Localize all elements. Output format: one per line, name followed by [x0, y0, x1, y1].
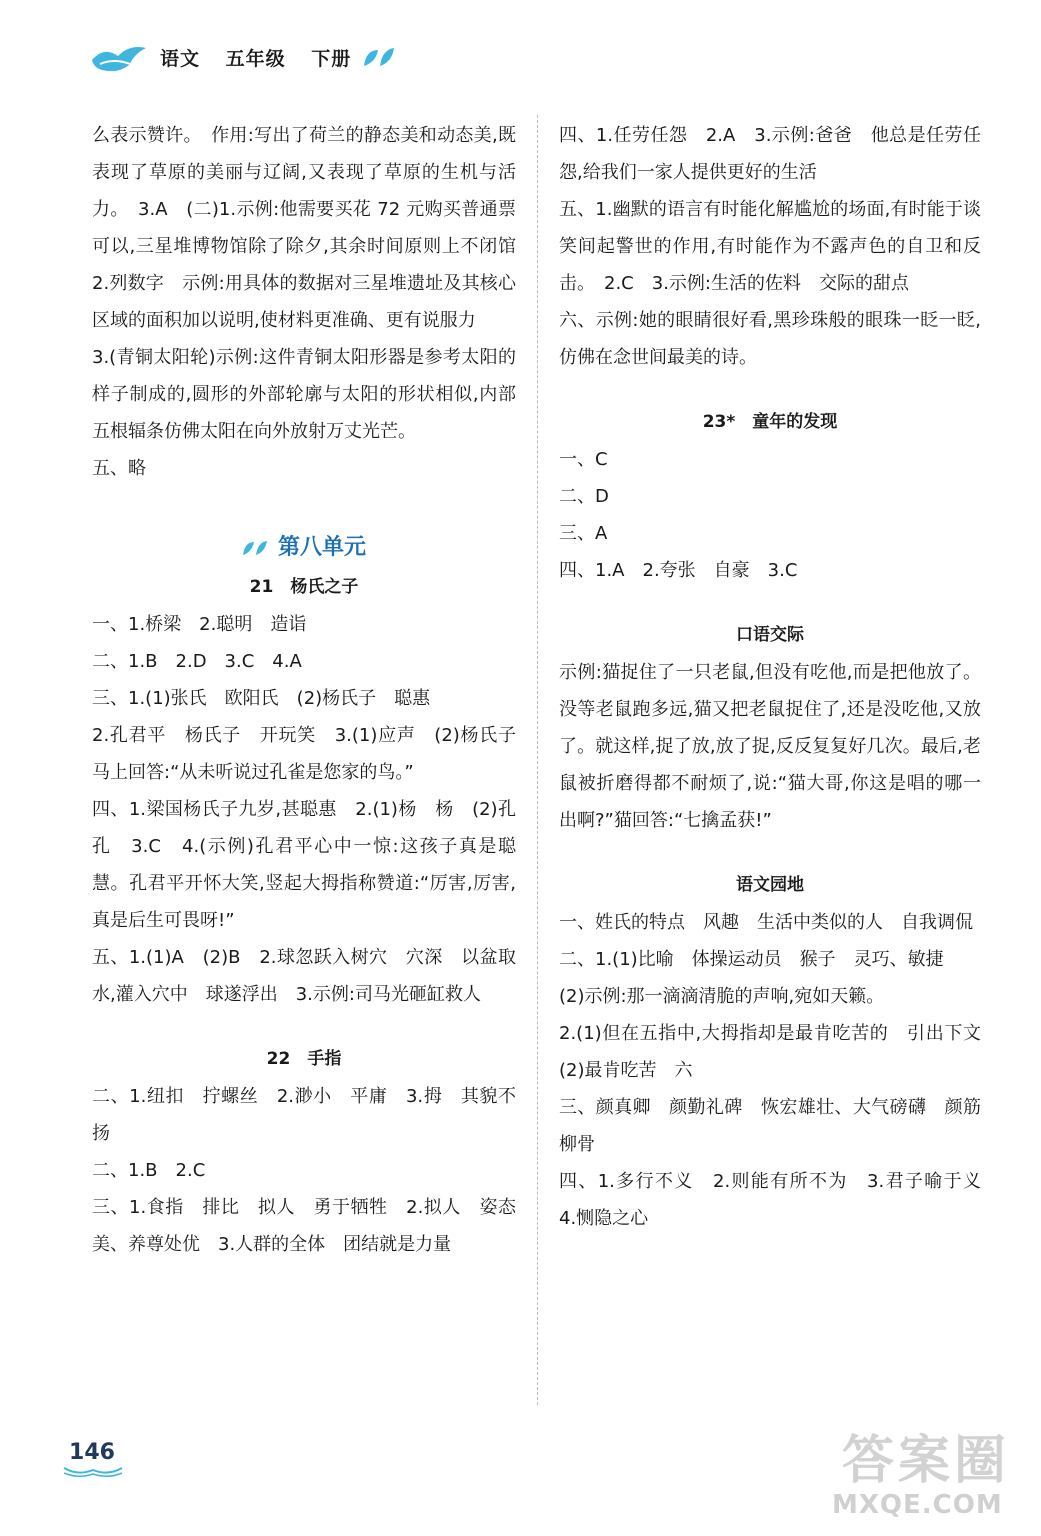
answer-line: 二、1.B 2.D 3.C 4.A [92, 651, 302, 672]
right-column [559, 117, 999, 1237]
watermark-logo-text: 答案圈 [842, 1431, 1011, 1491]
answer-line: 四、1.A 2.夸张 自豪 3.C [559, 560, 798, 581]
answer-paragraph: 示例:猫捉住了一只老鼠,但没有吃他,而是把他放了。没等老鼠跑多远,猫又把老鼠捉住了,还是没吃他,又放了。就这样,捉了放,放了捉,反反复复好几次。最后,老鼠被折磨得都不耐烦了,说:“猫大哥,你这是唱的哪一出啊?”猫回答:“七擒孟获!” [559, 662, 981, 831]
header-grade: 五年级 [225, 48, 286, 70]
answer-line: 三、1.(1)张氏 欧阳氏 (2)杨氏子 聪惠 [92, 688, 431, 709]
header-subject: 语文 [160, 48, 201, 70]
section-title: 23* 童年的发现 [702, 412, 838, 432]
answer-line: 五、1.幽默的语言有时能化解尴尬的场面,有时能于谈笑间起警世的作用,有时能作为不露声色的自卫和反击。 2.C 3.示例:生活的佐料 交际的甜点 [559, 199, 981, 294]
column-divider [537, 115, 538, 1405]
section-title: 口语交际 [736, 625, 804, 645]
watermark-url: MXQE.COM [832, 1490, 1003, 1520]
answer-line: 二、1.B 2.C [92, 1160, 206, 1181]
answer-line: 一、C [559, 449, 608, 470]
page-header [90, 40, 510, 80]
leaf-icon [242, 539, 268, 557]
section-title: 22 手指 [266, 1049, 342, 1069]
answer-paragraph: 五、略 [92, 458, 146, 479]
left-column [92, 117, 534, 1263]
answer-line: 二、1.(1)比喻 体操运动员 猴子 灵巧、敏捷 [559, 949, 944, 970]
answer-line: (2)示例:那一滴滴清脆的声响,宛如天籁。 [559, 986, 885, 1007]
answer-line: 一、姓氏的特点 风趣 生活中类似的人 自我调侃 [559, 912, 973, 933]
answer-line: 六、示例:她的眼睛很好看,黑珍珠般的眼珠一眨一眨,仿佛在念世间最美的诗。 [559, 310, 981, 368]
answer-line: 四、1.任劳任怨 2.A 3.示例:爸爸 他总是任劳任怨,给我们一家人提供更好的生活 [559, 125, 981, 183]
answer-line: 2.(1)但在五指中,大拇指却是最肯吃苦的 引出下文 (2)最肯吃苦 六 [559, 1023, 999, 1081]
answer-line: 三、颜真卿 颜勤礼碑 恢宏雄壮、大气磅礴 颜筋柳骨 [559, 1097, 981, 1155]
unit-title [92, 525, 516, 569]
unit-title-text: 第八单元 [277, 534, 366, 560]
answer-line: 五、1.(1)A (2)B 2.球忽跃入树穴 穴深 以盆取水,灌入穴中 球遂浮出 3.示例:司马光砸缸救人 [92, 947, 516, 1005]
header-volume: 下册 [311, 48, 352, 70]
book-icon [62, 1464, 124, 1478]
answer-line: 四、1.多行不义 2.则能有所不为 3.君子喻于义 4.恻隐之心 [559, 1171, 999, 1229]
answer-line: 三、1.食指 排比 拟人 勇于牺牲 2.拟人 姿态美、养尊处优 3.人群的全体 团结就是力量 [92, 1197, 516, 1255]
bird-logo-icon [90, 40, 148, 78]
leaf-icon [362, 46, 396, 68]
answer-paragraph: 么表示赞许。 作用:写出了荷兰的静态美和动态美,既表现了草原的美丽与辽阔,又表现了草原的生机与活力。 3.A (二)1.示例:他需要买花 72 元购买普通票 可以,三星堆博物馆除了除夕,其余时间原则上不闭馆 2.列数字 示例:用具体的数据对三星堆遗址及其核心区域的面积加以说明,使材料更准确、更有说服力 [92, 125, 534, 331]
answer-paragraph: 3.(青铜太阳轮)示例:这件青铜太阳形器是参考太阳的样子制成的,圆形的外部轮廓与太阳的形状相似,内部五根辐条仿佛太阳在向外放射万丈光芒。 [92, 347, 516, 442]
answer-line: 四、1.梁国杨氏子九岁,甚聪惠 2.(1)杨 杨 (2)孔 孔 3.C 4.(示例)孔君平心中一惊:这孩子真是聪慧。孔君平开怀大笑,竖起大拇指称赞道:“厉害,厉害,真是后生可畏呀!” [92, 799, 534, 931]
answer-line: 二、1.纽扣 拧螺丝 2.渺小 平庸 3.拇 其貌不扬 [92, 1086, 516, 1144]
section-title: 21 杨氏之子 [249, 577, 359, 597]
page-number [62, 1438, 130, 1480]
answer-line: 2.孔君平 杨氏子 开玩笑 3.(1)应声 (2)杨氏子马上回答:“从未听说过孔雀是您家的鸟。” [92, 725, 516, 783]
watermark [832, 1410, 1032, 1530]
header-title [160, 44, 369, 71]
answer-line: 三、A [559, 523, 608, 544]
answer-line: 一、1.桥梁 2.聪明 造诣 [92, 614, 307, 635]
section-title: 语文园地 [736, 875, 804, 895]
page-number-text: 146 [69, 1440, 115, 1465]
answer-line: 二、D [559, 486, 609, 507]
